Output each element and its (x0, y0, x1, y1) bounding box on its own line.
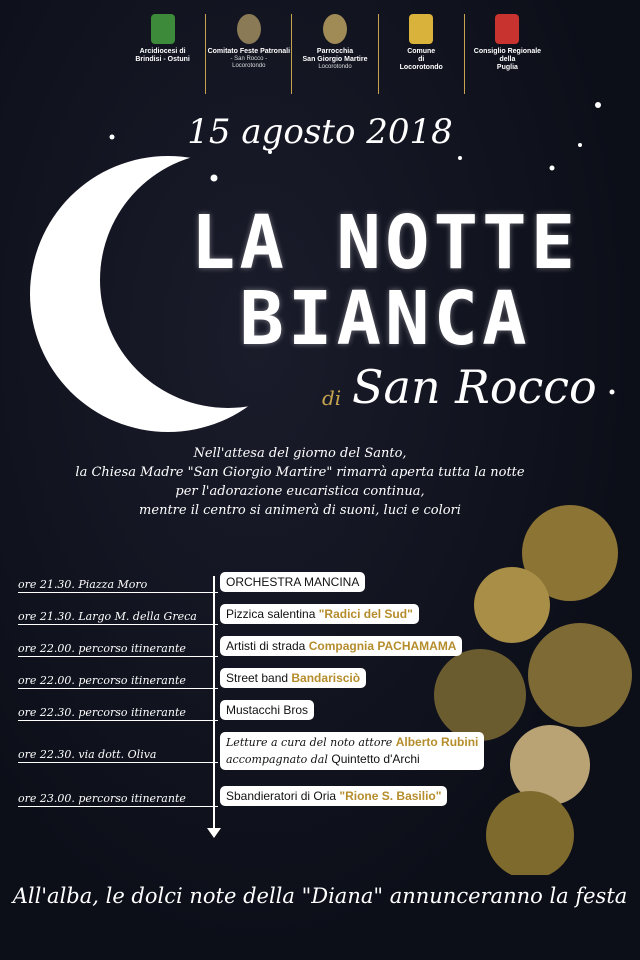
logo-arcidiocesi: Arcidiocesi di Brindisi - Ostuni (120, 14, 206, 94)
schedule-event-2: Pizzica salentina "Radici del Sud" (220, 604, 419, 624)
region-crest-icon (495, 14, 519, 44)
diocese-emblem-icon (151, 14, 175, 44)
schedule-time-1: ore 21.30. Piazza Moro (18, 578, 218, 593)
schedule-time-6: ore 22.30. via dott. Oliva (18, 748, 218, 763)
logo-parrocchia: Parrocchia San Giorgio Martire Locorotondo (292, 14, 378, 94)
schedule-event-5: Mustacchi Bros (220, 700, 314, 720)
event-date: 15 agosto 2018 (187, 112, 453, 152)
logo-comune: Comune di Locorotondo (379, 14, 465, 94)
arrow-down-icon (207, 828, 221, 838)
town-crest-icon (409, 14, 433, 44)
footer-text: All'alba, le dolci note della "Diana" annunceranno la festa (12, 884, 628, 908)
title-san-rocco: San Rocco (352, 360, 597, 414)
event-photos-collage (420, 505, 640, 875)
sponsor-logos (120, 14, 550, 94)
intro-text: Nell'attesa del giorno del Santo, la Chiesa Madre "San Giorgio Martire" rimarrà aperta tutta la notte per l'adorazione eucaristica continua, mentre il centro si animerà di suoni, luci e colori (75, 446, 525, 518)
logo-comitato: Comitato Feste Patronali - San Rocco - Locorotondo (206, 14, 292, 94)
title-line-1: LA NOTTE (190, 200, 580, 286)
schedule-time-5: ore 22.30. percorso itinerante (18, 706, 218, 721)
schedule-time-7: ore 23.00. percorso itinerante (18, 792, 218, 807)
logo-consiglio: Consiglio Regionale della Puglia (465, 14, 550, 94)
schedule-time-3: ore 22.00. percorso itinerante (18, 642, 218, 657)
title-di: di (322, 386, 342, 410)
schedule-event-4: Street band Bandarisciò (220, 668, 366, 688)
schedule-event-6: Letture a cura del noto attore Alberto Rubini accompagnato dal Quintetto d'Archi (220, 732, 484, 770)
parish-medallion-icon (323, 14, 347, 44)
title-line-2: BIANCA (239, 276, 531, 362)
schedule-event-1: ORCHESTRA MANCINA (220, 572, 365, 592)
saint-medallion-icon (237, 14, 261, 44)
schedule-event-3: Artisti di strada Compagnia PACHAMAMA (220, 636, 462, 656)
schedule-time-2: ore 21.30. Largo M. della Greca (18, 610, 218, 625)
schedule-time-4: ore 22.00. percorso itinerante (18, 674, 218, 689)
schedule-event-7: Sbandieratori di Oria "Rione S. Basilio" (220, 786, 447, 806)
